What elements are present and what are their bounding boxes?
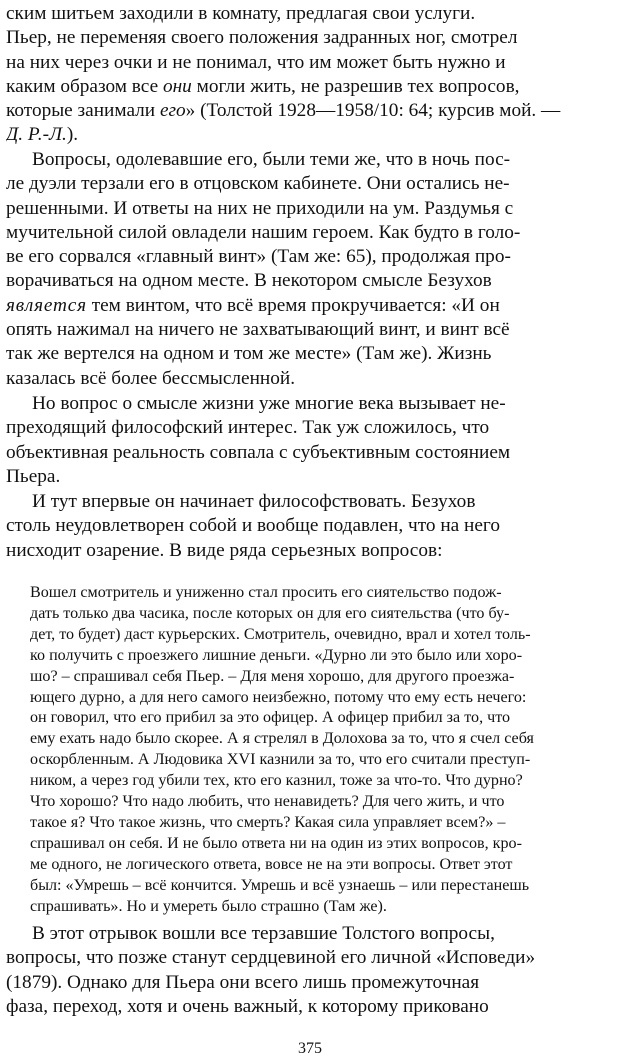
text-line: казалась всё более бессмысленной. bbox=[6, 367, 296, 389]
quote-line: Что хорошо? Что надо любить, что ненавидеть? Для чего жить, и что bbox=[30, 793, 505, 811]
quote-line: был: «Умрешь – всё кончится. Умрешь и всё узнаешь – или перестанешь bbox=[30, 876, 530, 894]
quote-line: ме одного, не логического ответа, вовсе не на эти вопросы. Ответ этот bbox=[30, 855, 513, 873]
quote-line: оскорбленным. А Людовика XVI казнили за то, что его считали преступ- bbox=[30, 751, 531, 769]
page-number: 375 bbox=[298, 1040, 322, 1057]
quote-line: спрашивал он себя. И не было ответа ни на один из этих вопросов, кро- bbox=[30, 834, 522, 852]
text-line: фаза, переход, хотя и очень важный, к которому приковано bbox=[6, 995, 489, 1017]
quote-line: дет, то будет) даст курьерских. Смотритель, очевидно, врал и хотел толь- bbox=[30, 625, 531, 643]
italic-fragment: его bbox=[159, 100, 186, 122]
text-line: ским шитьем заходили в комнату, предлагая свои услуги. bbox=[6, 3, 476, 24]
italic-fragment: они bbox=[162, 75, 192, 97]
quote-line: шо? – спрашивал себя Пьер. – Для меня хорошо, для другого проезжа- bbox=[30, 667, 515, 685]
paragraph-5 bbox=[6, 922, 612, 1019]
text-line: нисходит озарение. В виде ряда серьезных вопросов: bbox=[6, 539, 443, 561]
text-line: ворачиваться на одном месте. В некотором смысле Безухов bbox=[6, 270, 492, 292]
quote-line: ником, а через год убили тех, кто его казнил, тоже за что-то. Что дурно? bbox=[30, 772, 523, 790]
text-line: Вопросы, одолевавшие его, были теми же, что в ночь пос- bbox=[32, 149, 511, 170]
text-line bbox=[6, 123, 612, 147]
italic-fragment: Д. Р.-Л. bbox=[6, 124, 67, 146]
quote-line: такое я? Что такое жизнь, что смерть? Какая сила управляет всем?» – bbox=[30, 813, 506, 831]
text-fragment: » (Толстой 1928—1958/10: 64; курсив мой. — bbox=[185, 100, 561, 122]
text-fragment: тем винтом, что всё время прокручивается: «И он bbox=[91, 294, 500, 316]
quote-line: дать только два часика, после которых он для его сиятельства (что бу- bbox=[30, 604, 510, 622]
text-line: (1879). Однако для Пьера они всего лишь промежуточная bbox=[6, 971, 480, 993]
text-line: И тут впервые он начинает философствовать. Безухов bbox=[32, 491, 476, 512]
quote-line: ему ехать надо было скорее. А я стрелял в Долохова за то, что я счел себя bbox=[30, 730, 534, 748]
quote-line: спрашивать». Но и умереть было страшно (Там же). bbox=[30, 897, 387, 915]
text-line: решенными. И ответы на них не приходили на ум. Раздумья с bbox=[6, 197, 514, 219]
paragraph-2 bbox=[6, 148, 612, 391]
text-line bbox=[6, 75, 612, 99]
text-line: столь неудовлетворен собой и вообще подавлен, что на него bbox=[6, 515, 500, 537]
paragraph-1 bbox=[6, 2, 612, 148]
paragraph-3 bbox=[6, 392, 612, 489]
text-fragment: каким образом все bbox=[6, 75, 159, 97]
text-line: вопросы, что позже станут сердцевиной его личной «Исповеди» bbox=[6, 947, 536, 969]
text-line: ве его сорвался «главный винт» (Там же: 65), продолжая про- bbox=[6, 246, 511, 268]
text-line: преходящий философский интерес. Так уж сложилось, что bbox=[6, 417, 490, 439]
paragraph-4 bbox=[6, 490, 612, 563]
text-fragment: которые занимали bbox=[6, 100, 156, 122]
text-line: так же вертелся на одном и том же месте» (Там же). Жизнь bbox=[6, 343, 492, 365]
quote-line: он говорил, что его прибил за это офицер. А офицер прибил за то, что bbox=[30, 709, 511, 727]
text-line: мучительной силой овладели нашим героем. Как будто в голо- bbox=[6, 221, 521, 243]
text-line: Пьера. bbox=[6, 465, 61, 487]
text-fragment: ). bbox=[66, 124, 79, 146]
quote-line: Вошел смотритель и униженно стал просить его сиятельство подож- bbox=[30, 584, 502, 601]
text-line: Пьер, не переменяя своего положения задранных ног, смотрел bbox=[6, 27, 518, 49]
text-line: Но вопрос о смысле жизни уже многие века вызывает не- bbox=[32, 393, 506, 414]
text-line: В этот отрывок вошли все терзавшие Толстого вопросы, bbox=[32, 923, 495, 944]
quote-line: ющего дурно, а для него самого неизбежно, потому что ему есть нечего: bbox=[30, 688, 527, 706]
block-quote bbox=[30, 583, 610, 918]
text-line: на них через очки и не понимал, что им может быть нужно и bbox=[6, 51, 506, 73]
text-fragment: могли жить, не разрешив тех вопросов, bbox=[196, 75, 520, 97]
quote-line: ко получить с проезжего лишние деньги. «Дурно ли это было или хоро- bbox=[30, 646, 523, 664]
text-line: объективная реальность совпала с субъективным состоянием bbox=[6, 441, 511, 463]
text-line: опять нажимал на ничего не захватывающий винт, и винт всё bbox=[6, 319, 510, 341]
text-line: ле дуэли терзали его в отцовском кабинете. Они остались не- bbox=[6, 173, 510, 195]
text-line bbox=[6, 294, 612, 318]
text-line bbox=[6, 99, 612, 123]
italic-fragment: является bbox=[6, 294, 87, 316]
